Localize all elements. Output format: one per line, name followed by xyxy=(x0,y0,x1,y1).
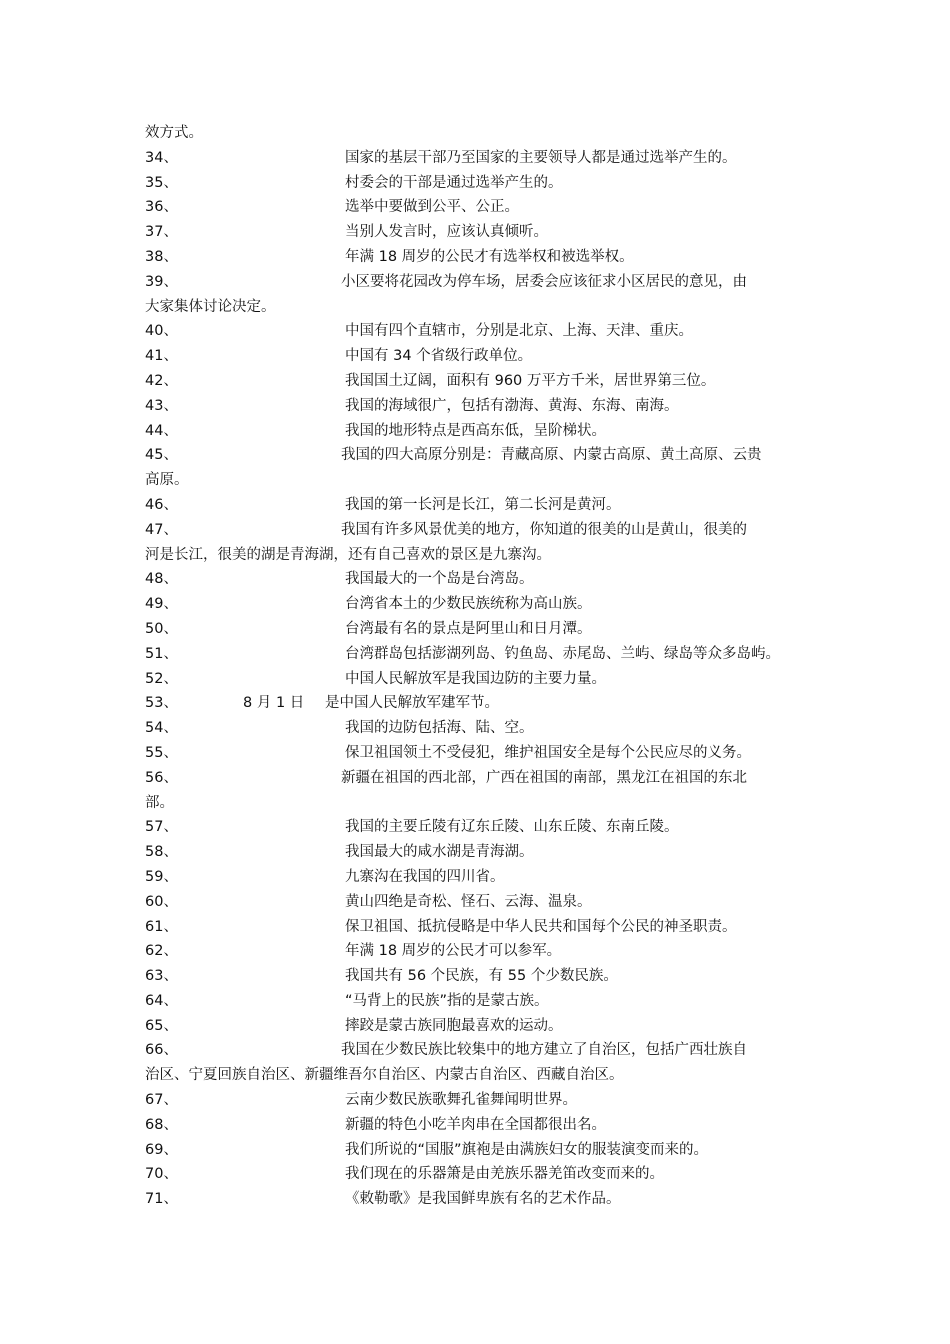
item-number: 45、 xyxy=(145,447,178,464)
list-item xyxy=(145,741,815,766)
item-number: 43、 xyxy=(145,397,178,414)
item-text: 我们所说的“国服”旗袍是由满族妇女的服装演变而来的。 xyxy=(345,1141,709,1158)
item-number: 42、 xyxy=(145,372,178,389)
item-number: 34、 xyxy=(145,149,178,166)
item-text: 中国有 34 个省级行政单位。 xyxy=(345,348,533,365)
item-number: 56、 xyxy=(145,769,178,786)
item-number: 48、 xyxy=(145,571,178,588)
item-number: 69、 xyxy=(145,1141,178,1158)
item-text: 我国有许多风景优美的地方，你知道的很美的山是黄山，很美的 xyxy=(341,521,747,538)
item-text: 云南少数民族歌舞孔雀舞闻明世界。 xyxy=(345,1092,577,1109)
item-text: 新疆在祖国的西北部，广西在祖国的南部，黑龙江在祖国的东北 xyxy=(341,769,747,786)
item-number: 63、 xyxy=(145,968,178,985)
item-date: 8 月 1 日 xyxy=(243,695,305,712)
item-text: 村委会的干部是通过选举产生的。 xyxy=(345,174,563,191)
list-item xyxy=(145,691,815,716)
item-number: 46、 xyxy=(145,496,178,513)
item-number: 61、 xyxy=(145,918,178,935)
item-text-continuation: 部。 xyxy=(145,794,174,811)
list-item xyxy=(145,667,815,692)
item-number: 59、 xyxy=(145,868,178,885)
item-number: 68、 xyxy=(145,1116,178,1133)
list-item xyxy=(145,518,815,543)
item-number: 62、 xyxy=(145,943,178,960)
item-number: 52、 xyxy=(145,670,178,687)
list-item xyxy=(145,270,815,295)
item-number: 51、 xyxy=(145,645,178,662)
item-number: 40、 xyxy=(145,323,178,340)
list-item xyxy=(145,171,815,196)
item-number: 58、 xyxy=(145,844,178,861)
list-item xyxy=(145,1088,815,1113)
item-number: 60、 xyxy=(145,893,178,910)
list-item xyxy=(145,493,815,518)
item-text: 我国最大的一个岛是台湾岛。 xyxy=(345,571,534,588)
item-text: 中国有四个直辖市，分别是北京、上海、天津、重庆。 xyxy=(345,323,693,340)
item-text: 黄山四绝是奇松、怪石、云海、温泉。 xyxy=(345,893,592,910)
list-item xyxy=(145,964,815,989)
list-item xyxy=(145,939,815,964)
list-item xyxy=(145,989,815,1014)
item-number: 36、 xyxy=(145,199,178,216)
list-item xyxy=(145,567,815,592)
item-number: 66、 xyxy=(145,1042,178,1059)
item-text: 台湾最有名的景点是阿里山和日月潭。 xyxy=(345,620,592,637)
item-text-continuation: 大家集体讨论决定。 xyxy=(145,298,276,315)
list-item xyxy=(145,344,815,369)
item-number: 47、 xyxy=(145,521,178,538)
list-item xyxy=(145,1187,815,1212)
item-number: 41、 xyxy=(145,348,178,365)
item-text: 我国的四大高原分别是：青藏高原、内蒙古高原、黄土高原、云贵 xyxy=(341,447,762,464)
list-item xyxy=(145,1038,815,1063)
item-text: 我国在少数民族比较集中的地方建立了自治区，包括广西壮族自 xyxy=(341,1042,747,1059)
item-number: 71、 xyxy=(145,1191,178,1208)
item-text: 我国共有 56 个民族，有 55 个少数民族。 xyxy=(345,968,618,985)
list-item xyxy=(145,617,815,642)
item-text: 《敕勒歌》是我国鲜卑族有名的艺术作品。 xyxy=(345,1191,621,1208)
item-text: 我国的地形特点是西高东低，呈阶梯状。 xyxy=(345,422,606,439)
item-number: 37、 xyxy=(145,224,178,241)
item-text: 台湾群岛包括澎湖列岛、钓鱼岛、赤尾岛、兰屿、绿岛等众多岛屿。 xyxy=(345,645,780,662)
item-number: 54、 xyxy=(145,720,178,737)
list-item xyxy=(145,840,815,865)
item-text: 保卫祖国领土不受侵犯，维护祖国安全是每个公民应尽的义务。 xyxy=(345,744,751,761)
item-text: 中国人民解放军是我国边防的主要力量。 xyxy=(345,670,606,687)
item-number: 50、 xyxy=(145,620,178,637)
list-item xyxy=(145,369,815,394)
item-text: 我国的主要丘陵有辽东丘陵、山东丘陵、东南丘陵。 xyxy=(345,819,679,836)
item-number: 65、 xyxy=(145,1017,178,1034)
list-item xyxy=(145,394,815,419)
item-text: 保卫祖国、抵抗侵略是中华人民共和国每个公民的神圣职责。 xyxy=(345,918,737,935)
item-number: 55、 xyxy=(145,744,178,761)
intro-text: 效方式。 xyxy=(145,125,203,141)
list-item xyxy=(145,146,815,171)
list-item-continuation xyxy=(145,543,815,568)
list-item xyxy=(145,766,815,791)
list-item xyxy=(145,220,815,245)
intro-line xyxy=(145,121,815,146)
list-item xyxy=(145,865,815,890)
item-text: 我国最大的咸水湖是青海湖。 xyxy=(345,844,534,861)
list-item xyxy=(145,319,815,344)
list-item xyxy=(145,890,815,915)
question-list xyxy=(145,146,815,1212)
item-text: 我国国土辽阔，面积有 960 万平方千米，居世界第三位。 xyxy=(345,372,716,389)
item-number: 64、 xyxy=(145,992,178,1009)
item-text: “马背上的民族”指的是蒙古族。 xyxy=(345,992,549,1009)
item-number: 70、 xyxy=(145,1166,178,1183)
list-item xyxy=(145,245,815,270)
item-text: 我国的海域很广，包括有渤海、黄海、东海、南海。 xyxy=(345,397,679,414)
list-item-continuation xyxy=(145,791,815,816)
list-item-continuation xyxy=(145,295,815,320)
item-text: 选举中要做到公平、公正。 xyxy=(345,199,519,216)
item-text-continuation: 河是长江，很美的湖是青海湖，还有自己喜欢的景区是九寨沟。 xyxy=(145,546,551,563)
list-item xyxy=(145,642,815,667)
list-item-continuation xyxy=(145,468,815,493)
item-text: 年满 18 周岁的公民才有选举权和被选举权。 xyxy=(345,248,634,265)
item-number: 53、 xyxy=(145,695,178,712)
list-item xyxy=(145,443,815,468)
list-item xyxy=(145,592,815,617)
item-text: 小区要将花园改为停车场，居委会应该征求小区居民的意见，由 xyxy=(341,273,747,290)
list-item xyxy=(145,1113,815,1138)
item-number: 67、 xyxy=(145,1092,178,1109)
list-item xyxy=(145,716,815,741)
item-number: 39、 xyxy=(145,273,178,290)
item-text: 国家的基层干部乃至国家的主要领导人都是通过选举产生的。 xyxy=(345,149,737,166)
item-number: 57、 xyxy=(145,819,178,836)
item-text: 是中国人民解放军建军节。 xyxy=(325,695,499,712)
item-text: 台湾省本土的少数民族统称为高山族。 xyxy=(345,596,592,613)
item-text-continuation: 高原。 xyxy=(145,472,189,489)
item-text: 新疆的特色小吃羊肉串在全国都很出名。 xyxy=(345,1116,606,1133)
list-item xyxy=(145,1138,815,1163)
item-number: 35、 xyxy=(145,174,178,191)
item-number: 38、 xyxy=(145,248,178,265)
item-text: 年满 18 周岁的公民才可以参军。 xyxy=(345,943,562,960)
item-text-continuation: 治区、宁夏回族自治区、新疆维吾尔自治区、内蒙古自治区、西藏自治区。 xyxy=(145,1067,624,1084)
list-item xyxy=(145,419,815,444)
document-page xyxy=(145,121,815,1212)
item-text: 摔跤是蒙古族同胞最喜欢的运动。 xyxy=(345,1017,563,1034)
list-item xyxy=(145,915,815,940)
list-item xyxy=(145,1014,815,1039)
list-item xyxy=(145,1162,815,1187)
item-text: 我国的边防包括海、陆、空。 xyxy=(345,720,534,737)
item-number: 44、 xyxy=(145,422,178,439)
item-text: 我们现在的乐器箫是由羌族乐器羌笛改变而来的。 xyxy=(345,1166,664,1183)
item-number: 49、 xyxy=(145,596,178,613)
list-item xyxy=(145,195,815,220)
item-text: 当别人发言时，应该认真倾听。 xyxy=(345,224,548,241)
list-item xyxy=(145,815,815,840)
list-item-continuation xyxy=(145,1063,815,1088)
item-text: 我国的第一长河是长江，第二长河是黄河。 xyxy=(345,496,621,513)
item-text: 九寨沟在我国的四川省。 xyxy=(345,868,505,885)
